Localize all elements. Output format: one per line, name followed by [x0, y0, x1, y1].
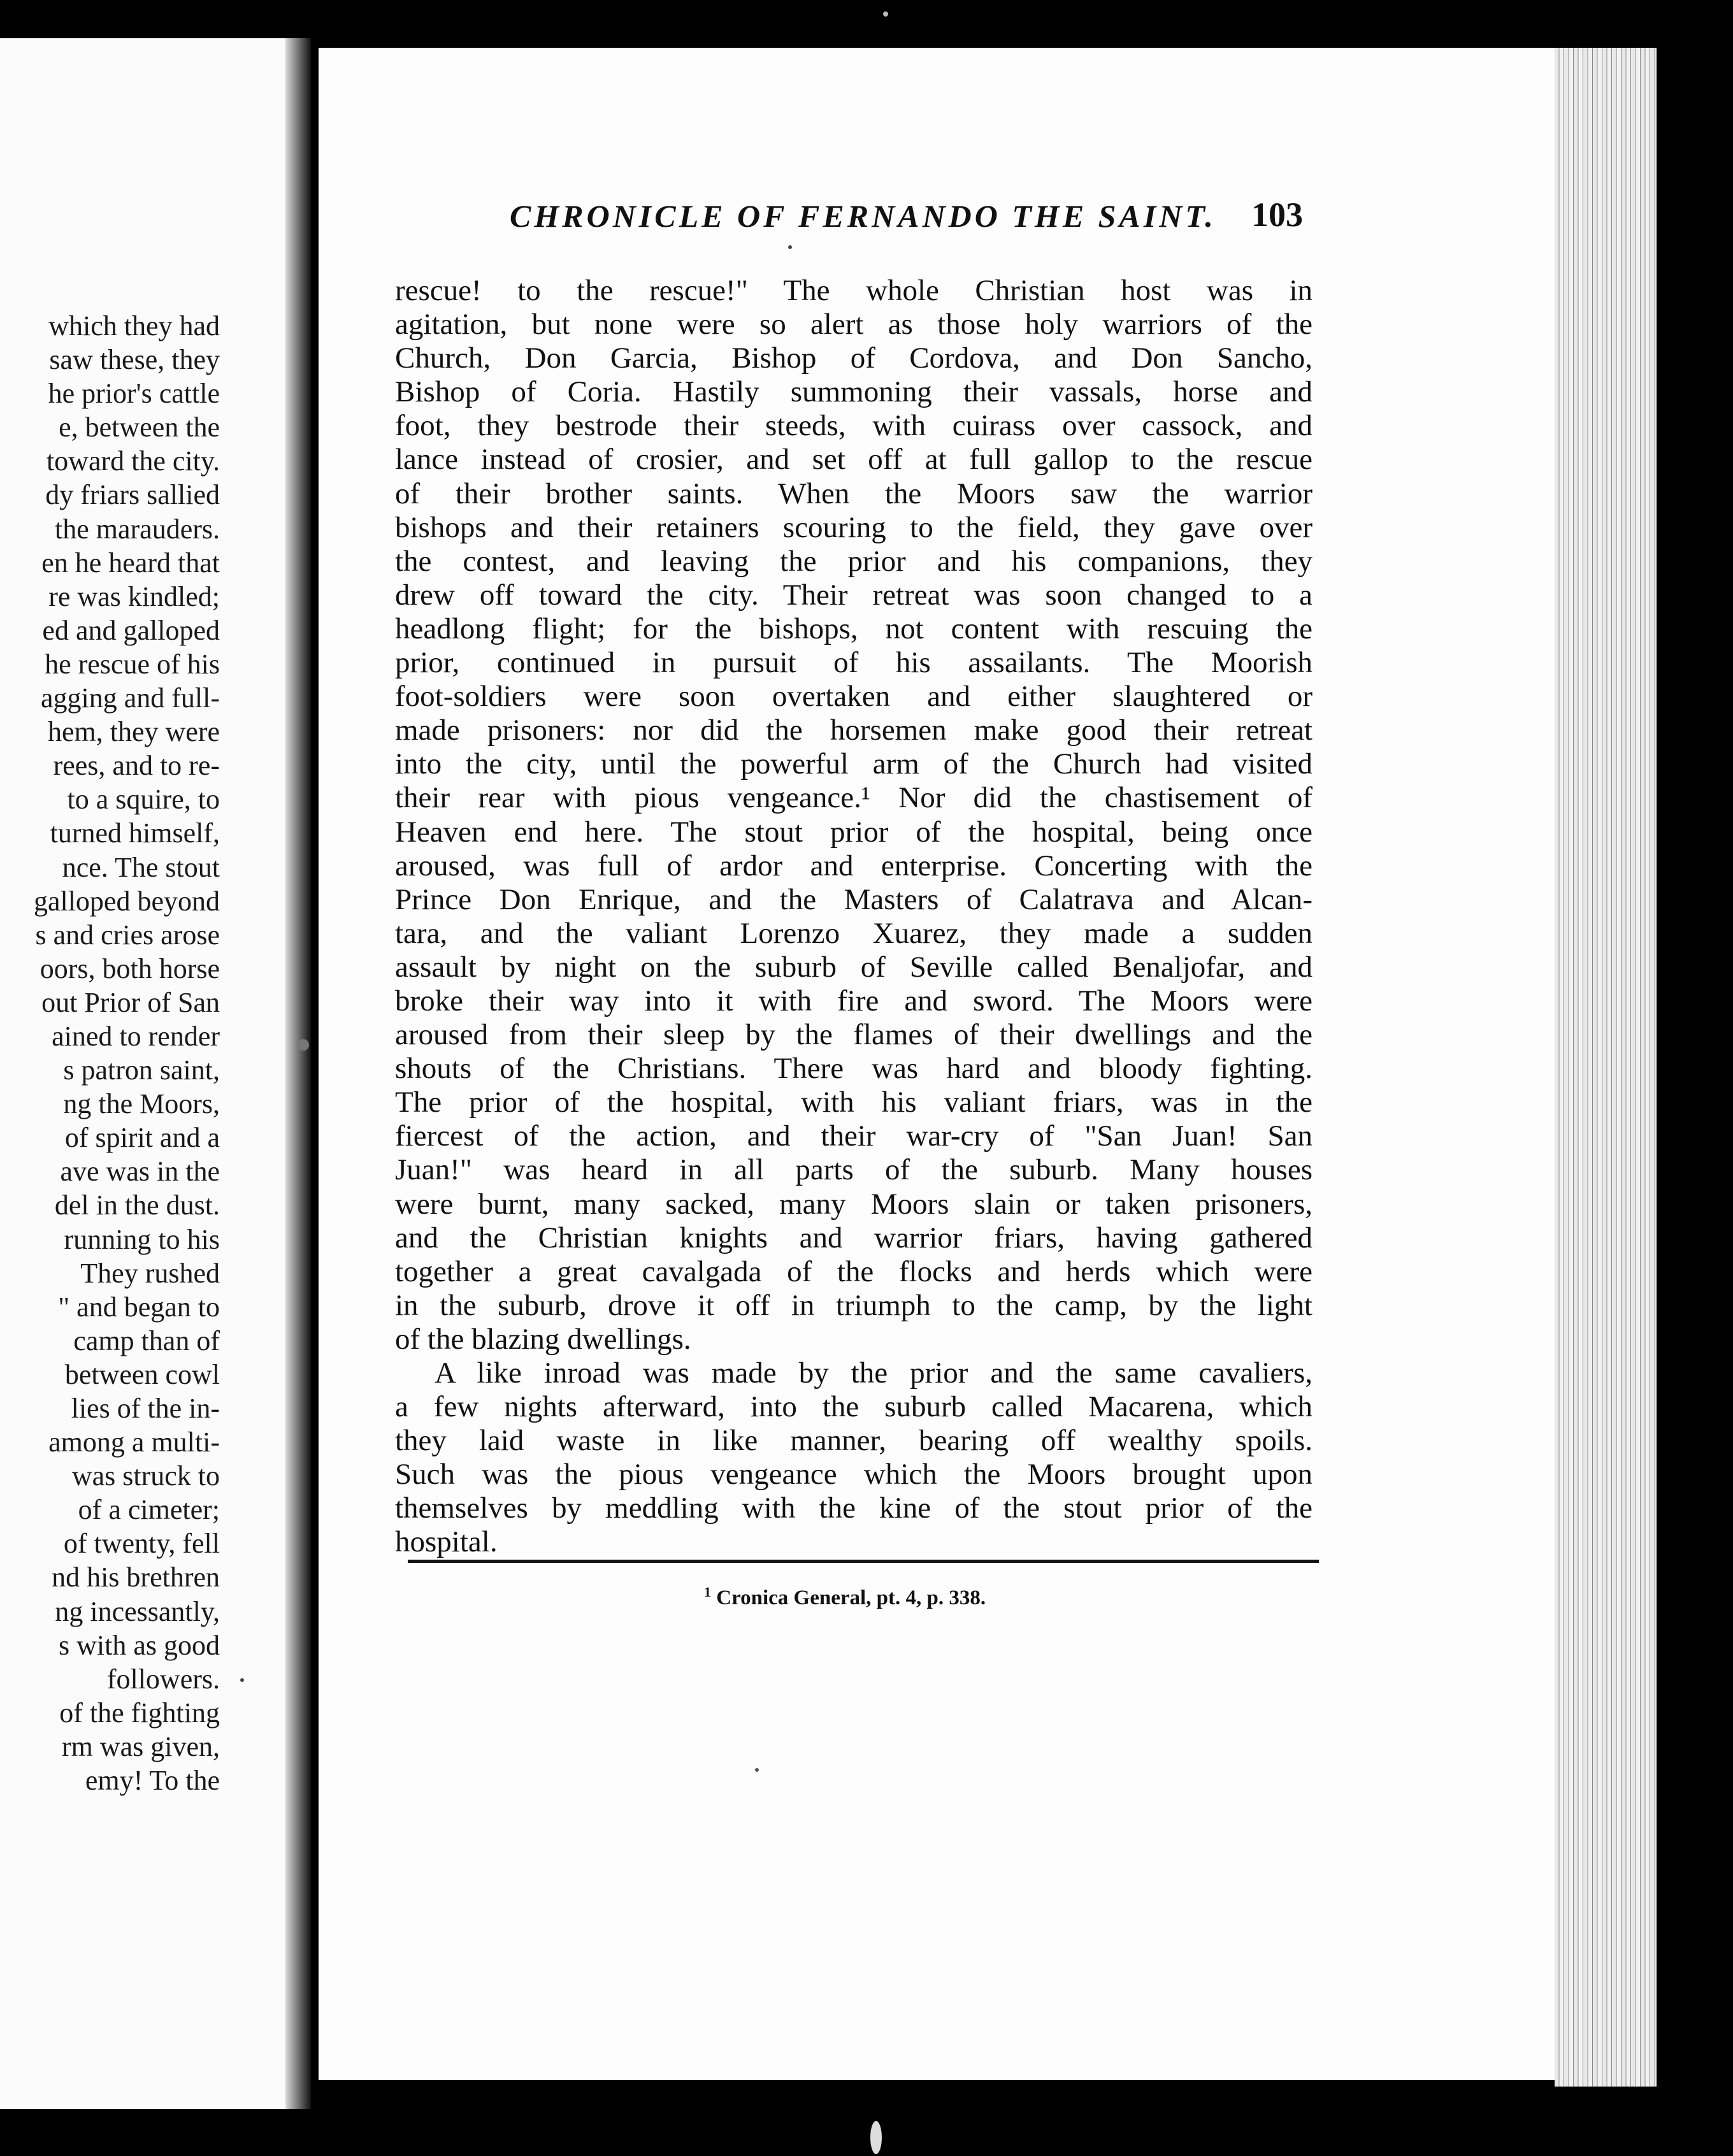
- text-line: drew off toward the city. Their retreat was soon changed to a: [395, 578, 1312, 612]
- left-page-line: lies of the in-: [71, 1393, 220, 1424]
- text-line: Heaven end here. The stout prior of the hospital, being once: [395, 815, 1312, 849]
- left-page-line: saw these, they: [49, 344, 220, 376]
- text-line: broke their way into it with fire and sword. The Moors were: [395, 984, 1312, 1017]
- left-page-line: emy! To the: [85, 1765, 220, 1797]
- left-page-line: They rushed: [80, 1257, 220, 1289]
- text-line: agitation, but none were so alert as those holy warriors of the: [395, 308, 1312, 341]
- text-line: made prisoners: nor did the horsemen make good their retreat: [395, 714, 1312, 747]
- text-line: and the Christian knights and warrior friars, having gathered: [395, 1221, 1312, 1254]
- text-line: prior, continued in pursuit of his assailants. The Moorish: [395, 646, 1312, 680]
- left-page-line: out Prior of San: [41, 986, 220, 1018]
- left-page-line: to a squire, to: [67, 784, 220, 816]
- text-line: in the suburb, drove it off in triumph to the camp, by the light: [395, 1288, 1312, 1322]
- left-page-line: hem, they were: [48, 716, 220, 748]
- text-line: together a great cavalgada of the flocks and herds which were: [395, 1254, 1312, 1288]
- text-line: their rear with pious vengeance.¹ Nor did the chastisement of: [395, 781, 1312, 815]
- left-page-text: [0, 309, 220, 1797]
- left-page-line: " and began to: [58, 1291, 220, 1323]
- left-page-line: of the fighting: [59, 1697, 220, 1728]
- left-page-line: between cowl: [64, 1358, 220, 1390]
- text-line: a few nights afterward, into the suburb called Macarena, which: [395, 1390, 1312, 1424]
- left-page-line: agging and full-: [40, 682, 220, 714]
- footnote: [704, 1584, 986, 1610]
- left-page-line: dy friars sallied: [45, 479, 220, 511]
- left-page-line: nd his brethren: [52, 1562, 220, 1593]
- text-line: A like inroad was made by the prior and the same cavaliers,: [435, 1356, 1312, 1390]
- text-line: Prince Don Enrique, and the Masters of Calatrava and Alcan-: [395, 882, 1312, 916]
- text-line: foot, they bestrode their steeds, with cuirass over cassock, and: [395, 409, 1312, 443]
- left-page-line: e, between the: [59, 412, 220, 443]
- left-page-line: ained to render: [52, 1020, 220, 1052]
- text-line: rescue! to the rescue!" The whole Christian host was in: [395, 274, 1312, 307]
- scan-border: [1657, 38, 1733, 2156]
- footnote-text: Cronica General, pt. 4, p. 338.: [711, 1586, 986, 1609]
- running-title: CHRONICLE OF FERNANDO THE SAINT.: [510, 198, 1216, 234]
- text-line: aroused from their sleep by the flames of their dwellings and the: [395, 1018, 1312, 1052]
- paragraph-1: [395, 274, 1312, 1356]
- left-page-line: camp than of: [73, 1325, 220, 1356]
- page-edges: [1555, 48, 1669, 2087]
- text-line: Bishop of Coria. Hastily summoning their vassals, horse and: [395, 375, 1312, 409]
- text-line: Such was the pious vengeance which the Moors brought upon: [395, 1458, 1312, 1491]
- text-line: tara, and the valiant Lorenzo Xuarez, they made a sudden: [395, 916, 1312, 950]
- footnote-rule: [408, 1560, 1319, 1563]
- left-page-line: s with as good: [59, 1629, 220, 1661]
- text-line: shouts of the Christians. There was hard and bloody fighting.: [395, 1052, 1312, 1086]
- left-page-line: he rescue of his: [45, 648, 220, 680]
- text-line: foot-soldiers were soon overtaken and either slaughtered or: [395, 680, 1312, 714]
- text-line: were burnt, many sacked, many Moors slain or taken prisoners,: [395, 1187, 1312, 1221]
- left-page-line: s and cries arose: [35, 919, 220, 951]
- left-page-line: the marauders.: [55, 513, 220, 545]
- left-page-line: he prior's cattle: [48, 378, 220, 410]
- left-page-line: of spirit and a: [64, 1122, 220, 1154]
- footnote-marker: 1: [704, 1584, 711, 1600]
- text-line: fiercest of the action, and their war-cry of "San Juan! San: [395, 1119, 1312, 1153]
- text-line: The prior of the hospital, with his valiant friars, was in the: [395, 1086, 1312, 1119]
- left-facing-page: [0, 38, 299, 2109]
- text-line: hospital.: [395, 1525, 498, 1559]
- text-line: aroused, was full of ardor and enterprise. Concerting with the: [395, 849, 1312, 882]
- book-gutter: [285, 38, 311, 2109]
- left-page-line: re was kindled;: [48, 580, 220, 612]
- text-line: lance instead of crosier, and set off at full gallop to the rescue: [395, 443, 1312, 477]
- text-line: Church, Don Garcia, Bishop of Cordova, and Don Sancho,: [395, 341, 1312, 375]
- left-page-line: rees, and to re-: [53, 750, 220, 782]
- left-page-line: nce. The stout: [62, 851, 220, 883]
- left-page-line: del in the dust.: [54, 1189, 220, 1221]
- text-line: the contest, and leaving the prior and his companions, they: [395, 544, 1312, 578]
- left-page-line: ed and galloped: [42, 614, 220, 646]
- text-line: they laid waste in like manner, bearing off wealthy spoils.: [395, 1424, 1312, 1458]
- text-line: of their brother saints. When the Moors saw the warrior: [395, 477, 1312, 510]
- left-page-line: of twenty, fell: [63, 1528, 220, 1560]
- left-page-line: among a multi-: [48, 1427, 220, 1458]
- text-line: Juan!" was heard in all parts of the suburb. Many houses: [395, 1153, 1312, 1187]
- left-page-line: ng incessantly,: [55, 1595, 220, 1627]
- left-page-line: turned himself,: [50, 817, 220, 849]
- text-line: themselves by meddling with the kine of the stout prior of the: [395, 1491, 1312, 1525]
- left-page-line: was struck to: [71, 1460, 220, 1492]
- text-line: assault by night on the suburb of Seville called Benaljofar, and: [395, 950, 1312, 984]
- text-line: bishops and their retainers scouring to the field, they gave over: [395, 510, 1312, 544]
- left-page-line: running to his: [64, 1223, 220, 1255]
- left-page-line: followers.: [106, 1663, 220, 1695]
- left-page-line: en he heard that: [41, 547, 220, 579]
- body-text: [395, 274, 1312, 1560]
- left-page-line: which they had: [48, 310, 220, 341]
- left-page-line: toward the city.: [46, 445, 220, 477]
- left-page-line: ng the Moors,: [63, 1088, 220, 1120]
- left-page-line: oors, both horse: [40, 952, 220, 984]
- left-page-line: galloped beyond: [33, 885, 220, 917]
- page-number: 103: [1251, 196, 1303, 234]
- text-line: headlong flight; for the bishops, not content with rescuing the: [395, 612, 1312, 645]
- left-page-line: s patron saint,: [63, 1054, 220, 1086]
- left-page-line: rm was given,: [61, 1730, 220, 1762]
- text-line: of the blazing dwellings.: [395, 1322, 691, 1356]
- left-page-line: ave was in the: [60, 1156, 220, 1188]
- left-page-line: of a cimeter;: [78, 1494, 220, 1526]
- paragraph-2: [395, 1356, 1312, 1560]
- text-line: into the city, until the powerful arm of the Church had visited: [395, 747, 1312, 781]
